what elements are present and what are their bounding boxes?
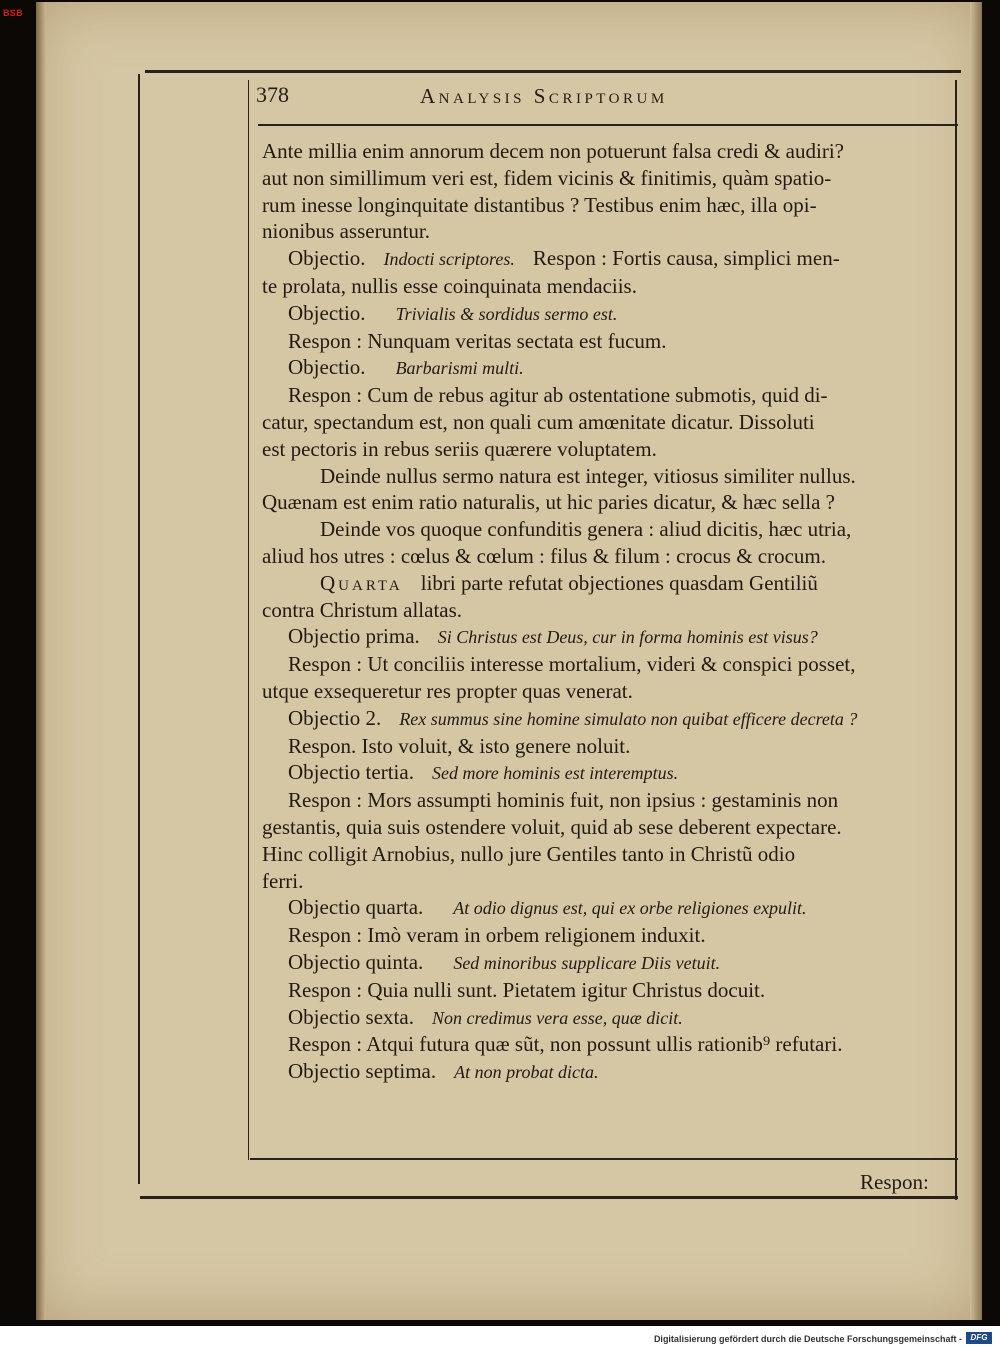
text-line: est pectoris in rebus seriis quærere voluptatem.	[262, 436, 657, 461]
page-gutter-shadow	[36, 2, 46, 1320]
objection-text: Barbarismi multi.	[395, 358, 524, 379]
paragraph-text: libri parte refutat objectiones quasdam Gentiliũ	[420, 570, 818, 595]
text-line: gestantis, quia suis ostendere voluit, quid ab sese deberent expectare.	[262, 814, 842, 839]
response-line: Respon : Mors assumpti hominis fuit, non ipsius : gestaminis non	[288, 788, 839, 813]
bottom-frame-rule	[140, 1196, 958, 1199]
body-text	[262, 138, 962, 1086]
objection-text: Sed minoribus supplicare Diis vetuit.	[453, 952, 721, 973]
objection-text: Rex summus sine homine simulato non quibat efficere decreta ?	[399, 708, 858, 729]
funding-credit: Digitalisierung gefördert durch die Deutsche Forschungsgemeinschaft -	[653, 1334, 962, 1344]
running-title: Analysis Scriptorum	[420, 84, 668, 108]
text-line: rum inesse longinquitate distantibus ? Testibus enim hæc, illa opi-	[262, 192, 817, 217]
objection-line	[262, 245, 962, 273]
objection-text: Sed more hominis est interemptus.	[431, 763, 679, 784]
text-line: aliud hos utres : cœlus & cœlum : filus & filum : crocus & crocum.	[262, 543, 826, 568]
response-line: Respon : Atqui futura quæ sũt, non possunt ullis rationib⁹ refutari.	[288, 1032, 843, 1057]
left-frame-rule	[138, 74, 140, 1184]
top-frame-rule	[145, 70, 961, 73]
objection-text: Trivialis & sordidus sermo est.	[395, 303, 618, 324]
objection-text: At odio dignus est, qui ex orbe religiones expulit.	[453, 898, 807, 919]
objection-label: Objectio sexta.	[288, 1004, 414, 1029]
objection-line	[262, 894, 962, 922]
response-line: Respon. Isto voluit, & isto genere noluit.	[288, 733, 631, 758]
text-bottom-rule	[250, 1158, 958, 1160]
footer-bar	[0, 1326, 1000, 1349]
objection-line	[262, 354, 962, 382]
objection-label: Objectio 2.	[288, 705, 382, 730]
objection-line	[262, 1058, 962, 1086]
objection-label: Objectio prima.	[288, 624, 420, 649]
objection-label: Objectio quinta.	[288, 949, 424, 974]
text-line: nionibus asseruntur.	[262, 219, 430, 244]
objection-label: Objectio septima.	[288, 1059, 437, 1084]
objection-label: Objectio.	[288, 355, 366, 380]
response-text: Respon : Fortis causa, simplici men-	[532, 246, 840, 271]
response-line: Respon : Nunquam veritas sectata est fucum.	[288, 328, 667, 353]
dfg-logo: DFG	[966, 1332, 992, 1344]
bsb-watermark: BSB	[3, 8, 23, 18]
page-number: 378	[256, 82, 289, 107]
paragraph-line	[262, 570, 962, 597]
objection-label: Objectio tertia.	[288, 760, 414, 785]
header-underline-rule	[258, 124, 958, 126]
objection-line	[262, 705, 962, 733]
text-line: Hinc colligit Arnobius, nullo jure Gentiles tanto in Christũ odio	[262, 841, 796, 866]
response-line: Respon : Quia nulli sunt. Pietatem igitur Christus docuit.	[288, 977, 766, 1002]
text-line: Ante millia enim annorum decem non potuerunt falsa credi & audiri?	[262, 139, 844, 163]
small-caps-word: Quarta	[320, 570, 403, 595]
objection-label: Objectio quarta.	[288, 895, 424, 920]
response-line: Respon : Imò veram in orbem religionem induxit.	[288, 923, 706, 948]
objection-line	[262, 300, 962, 328]
objection-text: Non credimus vera esse, quæ dicit.	[431, 1007, 683, 1028]
objection-line	[262, 1004, 962, 1032]
objection-text: At non probat dicta.	[454, 1062, 599, 1083]
text-line: Quænam est enim ratio naturalis, ut hic paries dicatur, & hæc sella ?	[262, 490, 835, 515]
catchword: Respon:	[860, 1170, 929, 1194]
text-line: utque exsequeretur res propter quas venerat.	[262, 678, 633, 703]
inner-left-rule	[248, 80, 249, 1160]
objection-label: Objectio.	[288, 300, 366, 325]
objection-text: Indocti scriptores.	[383, 249, 515, 270]
text-line: aut non simillimum veri est, fidem vicinis & finitimis, quàm spatio-	[262, 165, 832, 190]
page-right-edge	[970, 2, 982, 1320]
paragraph-line: Deinde vos quoque confunditis genera : aliud dicitis, hæc utria,	[320, 517, 852, 542]
objection-line	[262, 623, 962, 651]
text-line: contra Christum allatas.	[262, 597, 463, 622]
objection-text: Si Christus est Deus, cur in forma hominis est visus?	[437, 627, 818, 648]
text-line: catur, spectandum est, non quali cum amœnitate dicatur. Dissoluti	[262, 409, 815, 434]
objection-label: Objectio.	[288, 246, 366, 271]
response-line: Respon : Ut conciliis interesse mortalium, videri & conspici posset,	[288, 652, 856, 677]
paragraph-line: Deinde nullus sermo natura est integer, vitiosus similiter nullus.	[320, 463, 856, 488]
response-line: Respon : Cum de rebus agitur ab ostentatione submotis, quid di-	[288, 383, 828, 408]
page-header	[250, 82, 960, 112]
objection-line	[262, 949, 962, 977]
text-line: te prolata, nullis esse coinquinata mendaciis.	[262, 273, 637, 298]
objection-line	[262, 759, 962, 787]
text-line: ferri.	[262, 868, 304, 893]
